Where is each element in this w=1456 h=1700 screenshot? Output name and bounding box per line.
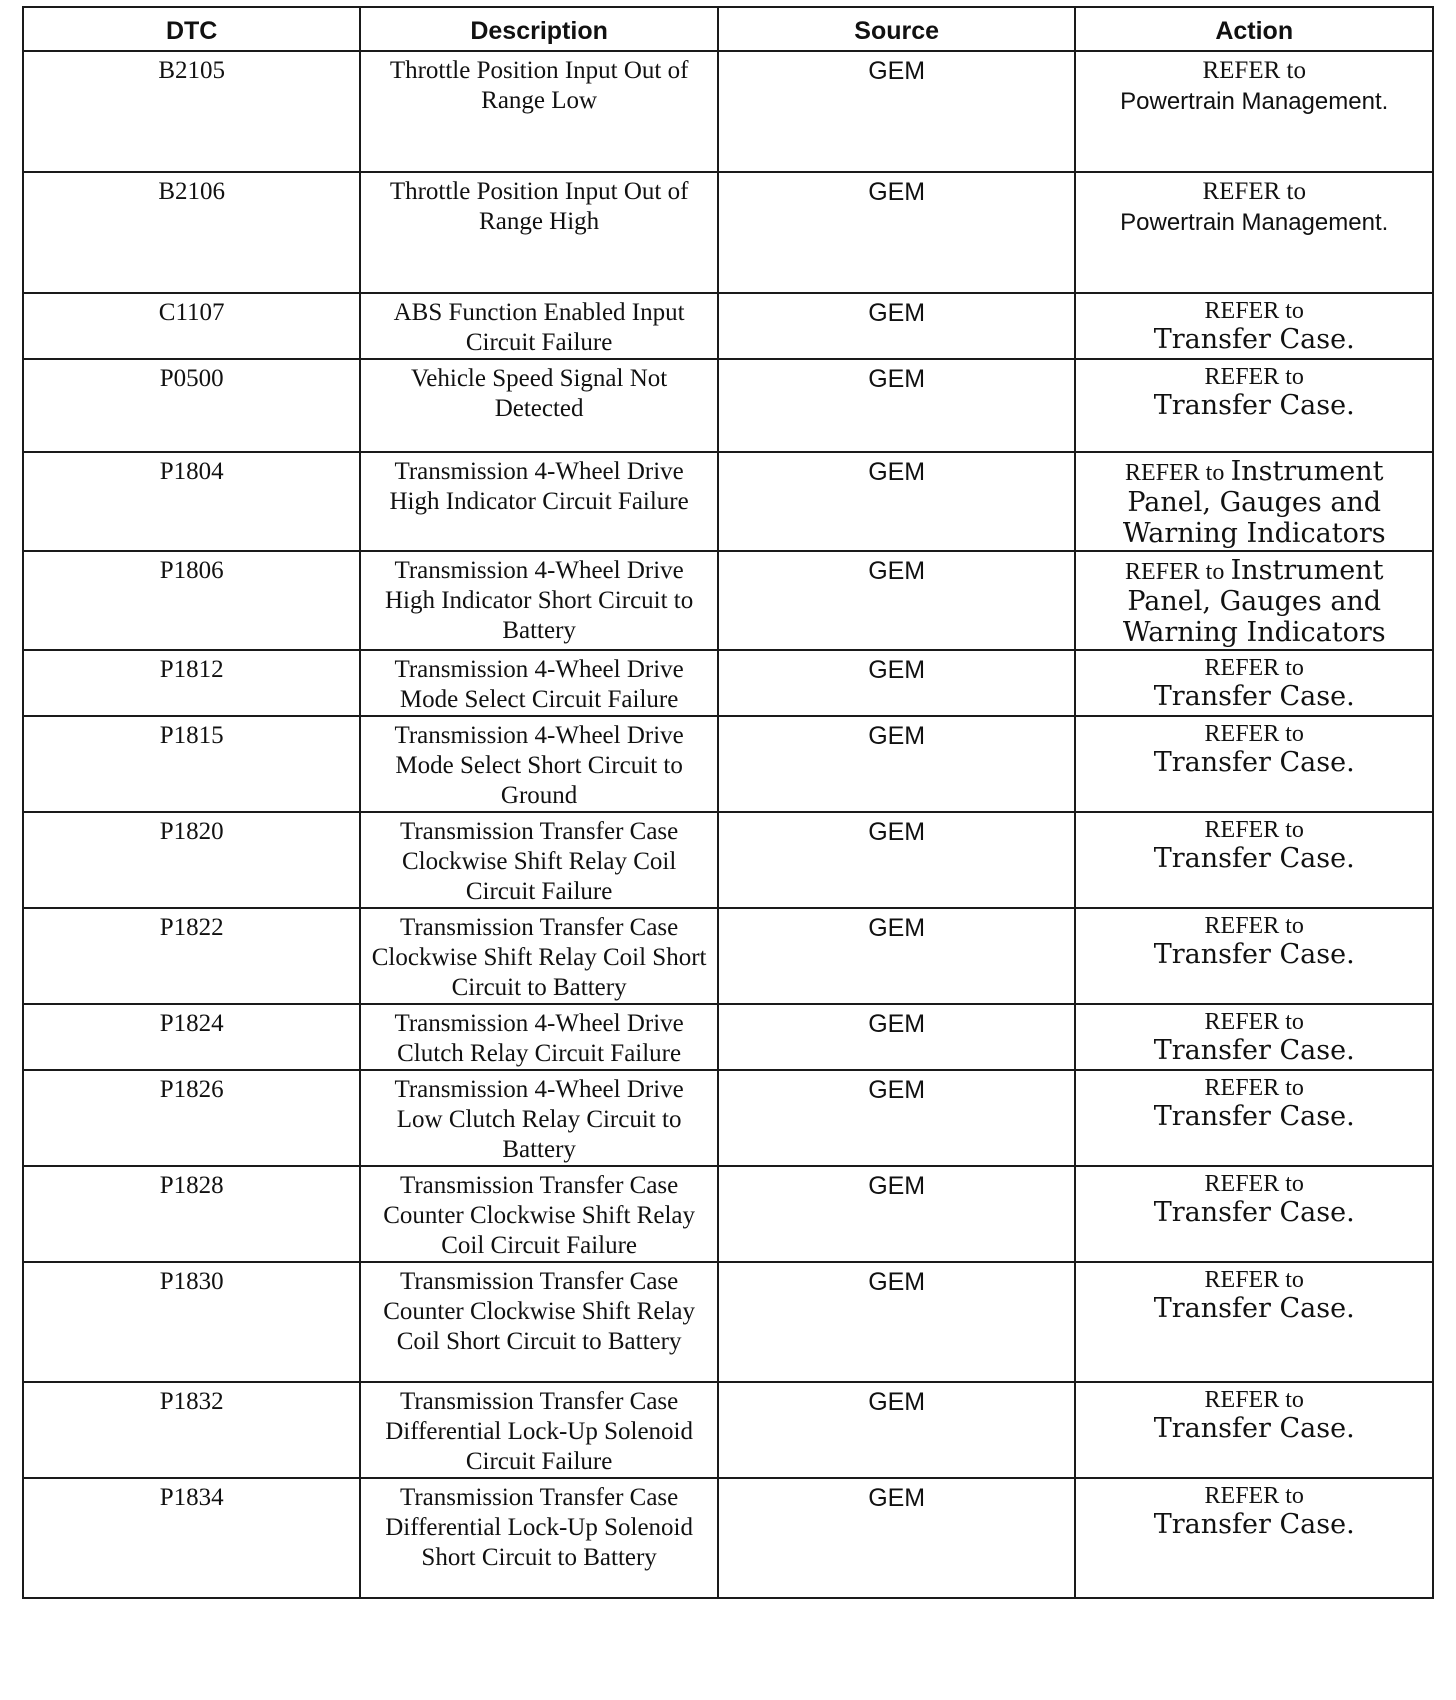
description-cell: Transmission Transfer Case Differential Lock-Up Solenoid Short Circuit to Battery — [360, 1478, 718, 1598]
action-refer: REFER to — [1204, 1483, 1304, 1509]
source-cell: GEM — [718, 172, 1076, 293]
table-row — [23, 908, 1433, 1004]
action-cell — [1075, 1070, 1433, 1166]
action-target: Transfer Case. — [1153, 939, 1355, 970]
action-target: Transfer Case. — [1153, 390, 1355, 421]
action-target: Transfer Case. — [1153, 1293, 1355, 1324]
action-refer: REFER to — [1204, 1387, 1304, 1413]
table-row — [23, 172, 1433, 293]
action-cell — [1075, 172, 1433, 293]
source-cell: GEM — [718, 51, 1076, 172]
action-cell — [1075, 716, 1433, 812]
table-row — [23, 1070, 1433, 1166]
action-target: Instrument Panel, Gauges and Warning Indicators — [1122, 456, 1386, 549]
description-cell: Transmission Transfer Case Differential Lock-Up Solenoid Circuit Failure — [360, 1382, 718, 1478]
dtc-code: P1804 — [23, 452, 360, 551]
dtc-code: P1806 — [23, 551, 360, 650]
action-cell — [1075, 551, 1433, 650]
action-target: Transfer Case. — [1153, 1101, 1355, 1132]
dtc-table — [22, 6, 1434, 1599]
dtc-code: P1826 — [23, 1070, 360, 1166]
table-row — [23, 51, 1433, 172]
action-refer: REFER to — [1204, 1075, 1304, 1101]
table-row — [23, 452, 1433, 551]
dtc-code: B2105 — [23, 51, 360, 172]
source-cell: GEM — [718, 452, 1076, 551]
source-cell: GEM — [718, 359, 1076, 452]
action-refer: REFER to — [1204, 1171, 1304, 1197]
source-cell: GEM — [718, 1166, 1076, 1262]
source-cell: GEM — [718, 716, 1076, 812]
action-target: Transfer Case. — [1153, 1035, 1355, 1066]
dtc-code: P1820 — [23, 812, 360, 908]
dtc-code: P1832 — [23, 1382, 360, 1478]
action-refer: REFER to — [1204, 913, 1304, 939]
action-refer: REFER to — [1124, 559, 1225, 585]
source-cell: GEM — [718, 293, 1076, 359]
action-refer: REFER to — [1204, 721, 1304, 747]
action-cell — [1075, 1004, 1433, 1070]
table-row — [23, 359, 1433, 452]
description-cell: Transmission 4-Wheel Drive Clutch Relay Circuit Failure — [360, 1004, 718, 1070]
action-refer: REFER to — [1124, 460, 1225, 486]
source-cell: GEM — [718, 650, 1076, 716]
action-target: Transfer Case. — [1153, 324, 1355, 355]
action-target: Transfer Case. — [1153, 681, 1355, 712]
action-target: Transfer Case. — [1153, 747, 1355, 778]
action-refer: REFER to — [1204, 1009, 1304, 1035]
table-row — [23, 1382, 1433, 1478]
action-cell — [1075, 908, 1433, 1004]
table-row — [23, 716, 1433, 812]
source-cell: GEM — [718, 1382, 1076, 1478]
action-cell — [1075, 812, 1433, 908]
description-cell: Transmission 4-Wheel Drive High Indicator Circuit Failure — [360, 452, 718, 551]
action-cell — [1075, 650, 1433, 716]
table-row — [23, 1478, 1433, 1598]
dtc-code: P1830 — [23, 1262, 360, 1382]
description-cell: ABS Function Enabled Input Circuit Failure — [360, 293, 718, 359]
action-cell — [1075, 1166, 1433, 1262]
action-refer: REFER to — [1202, 57, 1306, 84]
dtc-code: P1815 — [23, 716, 360, 812]
dtc-code: P1834 — [23, 1478, 360, 1598]
dtc-code: P0500 — [23, 359, 360, 452]
table-row — [23, 1004, 1433, 1070]
action-refer: REFER to — [1204, 655, 1304, 681]
action-target: Transfer Case. — [1153, 1197, 1355, 1228]
header-description: Description — [360, 7, 718, 51]
description-cell: Throttle Position Input Out of Range Low — [360, 51, 718, 172]
dtc-code: P1824 — [23, 1004, 360, 1070]
action-target: Powertrain Management. — [1120, 88, 1389, 115]
action-cell — [1075, 1382, 1433, 1478]
description-cell: Transmission Transfer Case Counter Clockwise Shift Relay Coil Circuit Failure — [360, 1166, 718, 1262]
source-cell: GEM — [718, 1070, 1076, 1166]
action-target: Powertrain Management. — [1120, 209, 1389, 236]
source-cell: GEM — [718, 812, 1076, 908]
description-cell: Transmission 4-Wheel Drive Low Clutch Relay Circuit to Battery — [360, 1070, 718, 1166]
action-refer: REFER to — [1204, 364, 1304, 390]
description-cell: Transmission Transfer Case Counter Clockwise Shift Relay Coil Short Circuit to Battery — [360, 1262, 718, 1382]
dtc-code: P1812 — [23, 650, 360, 716]
table-row — [23, 293, 1433, 359]
description-cell: Transmission Transfer Case Clockwise Shift Relay Coil Circuit Failure — [360, 812, 718, 908]
source-cell: GEM — [718, 551, 1076, 650]
header-source: Source — [718, 7, 1076, 51]
description-cell: Transmission 4-Wheel Drive Mode Select Short Circuit to Ground — [360, 716, 718, 812]
action-target: Transfer Case. — [1153, 843, 1355, 874]
action-cell — [1075, 452, 1433, 551]
source-cell: GEM — [718, 1004, 1076, 1070]
table-header — [23, 7, 1433, 51]
source-cell: GEM — [718, 908, 1076, 1004]
action-cell — [1075, 359, 1433, 452]
source-cell: GEM — [718, 1262, 1076, 1382]
action-cell — [1075, 293, 1433, 359]
description-cell: Transmission 4-Wheel Drive Mode Select Circuit Failure — [360, 650, 718, 716]
action-cell — [1075, 1262, 1433, 1382]
action-target: Instrument Panel, Gauges and Warning Indicators — [1122, 555, 1386, 648]
table-row — [23, 650, 1433, 716]
description-cell: Throttle Position Input Out of Range High — [360, 172, 718, 293]
action-cell — [1075, 1478, 1433, 1598]
source-cell: GEM — [718, 1478, 1076, 1598]
dtc-code: P1822 — [23, 908, 360, 1004]
action-refer: REFER to — [1204, 817, 1304, 843]
dtc-code: P1828 — [23, 1166, 360, 1262]
action-cell — [1075, 51, 1433, 172]
table-row — [23, 551, 1433, 650]
table-row — [23, 1262, 1433, 1382]
description-cell: Transmission Transfer Case Clockwise Shift Relay Coil Short Circuit to Battery — [360, 908, 718, 1004]
dtc-code: C1107 — [23, 293, 360, 359]
header-row — [23, 7, 1433, 51]
action-refer: REFER to — [1204, 1267, 1304, 1293]
description-cell: Vehicle Speed Signal Not Detected — [360, 359, 718, 452]
dtc-code: B2106 — [23, 172, 360, 293]
table-row — [23, 812, 1433, 908]
header-action: Action — [1075, 7, 1433, 51]
table-body — [23, 51, 1433, 1598]
action-target: Transfer Case. — [1153, 1413, 1355, 1444]
action-refer: REFER to — [1204, 298, 1304, 324]
description-cell: Transmission 4-Wheel Drive High Indicator Short Circuit to Battery — [360, 551, 718, 650]
action-target: Transfer Case. — [1153, 1509, 1355, 1540]
action-refer: REFER to — [1202, 178, 1306, 205]
table-row — [23, 1166, 1433, 1262]
header-dtc: DTC — [23, 7, 360, 51]
